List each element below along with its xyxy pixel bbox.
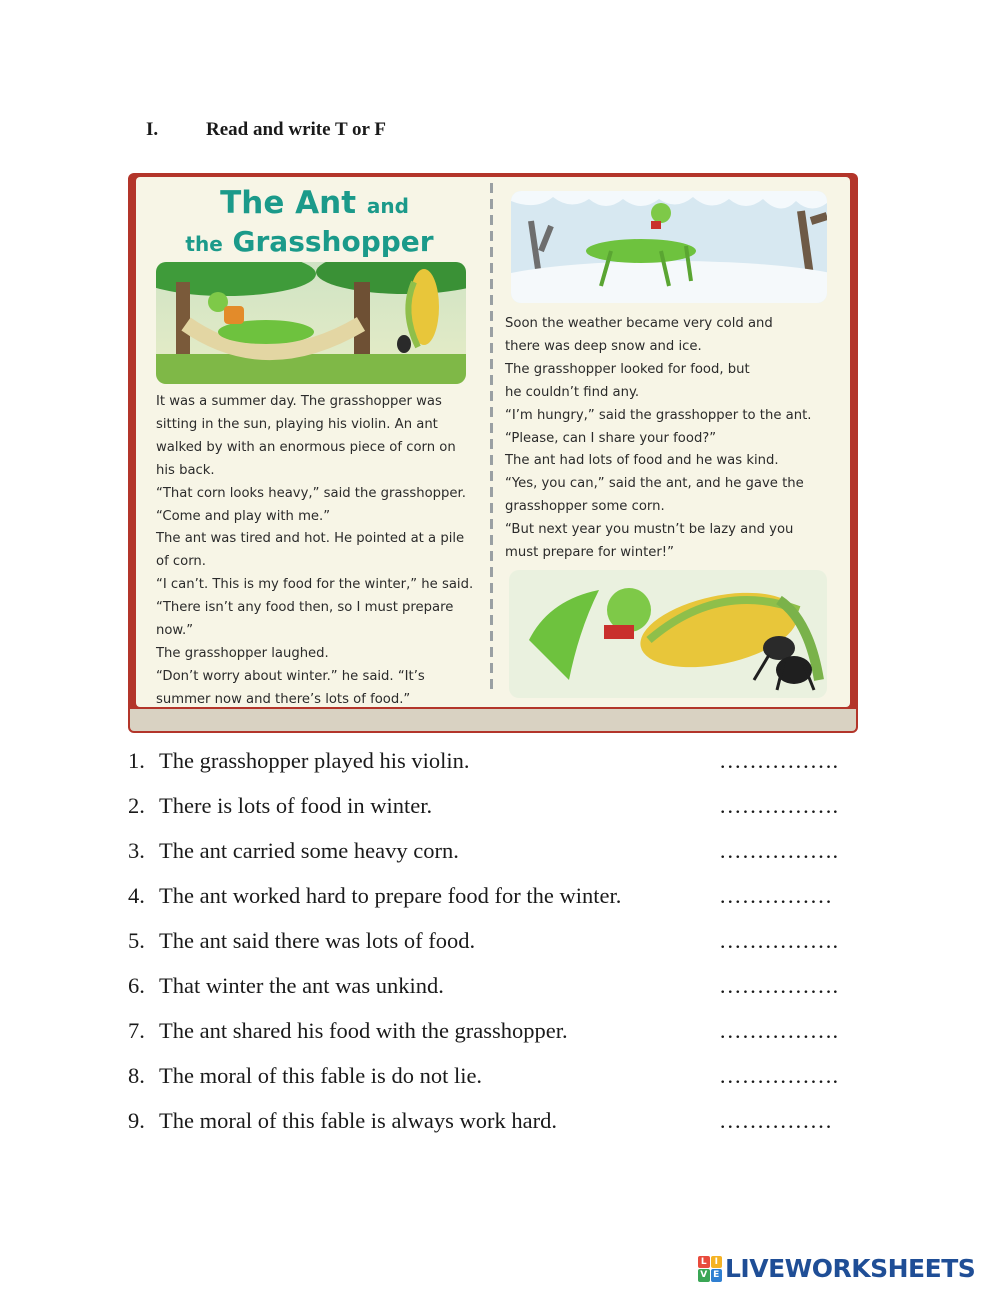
question-text: The ant worked hard to prepare food for the winter. <box>159 883 622 908</box>
book-left-page <box>136 177 493 707</box>
story-text-right: Soon the weather became very cold and there was deep snow and ice. The grasshopper looked for food, but he couldn’t find any. “I’m hungry,” said the grasshopper to the ant. “Please, can I share your food?” The ant had lots of food and he was kind. “Yes, you can,” said the ant, and he gave the grasshopper some corn. “But next year you mustn’t be lazy and you must prepare for winter!” <box>505 316 812 561</box>
question-item: 7. The ant shared his food with the grasshopper. <box>128 1018 568 1043</box>
book-spine <box>490 183 493 693</box>
answer-blank[interactable]: ……………. <box>719 838 839 863</box>
question-text: The ant carried some heavy corn. <box>159 838 459 863</box>
section-heading <box>146 119 386 141</box>
winter-illustration <box>511 191 827 303</box>
question-text: That winter the ant was unkind. <box>159 973 444 998</box>
question-text: The moral of this fable is always work hard. <box>159 1108 558 1133</box>
question-item: 9. The moral of this fable is always work hard. <box>128 1108 558 1133</box>
answer-blank[interactable]: ……………. <box>719 793 839 818</box>
question-item: 8. The moral of this fable is do not lie. <box>128 1063 483 1088</box>
question-item: 3. The ant carried some heavy corn. <box>128 838 459 863</box>
logo-text: LIVEWORKSHEETS <box>725 1254 976 1283</box>
section-instruction: Read and write T or F <box>206 119 386 140</box>
answer-blank[interactable]: ……………. <box>719 928 839 953</box>
question-item: 1. The grasshopper played his violin. <box>128 748 470 773</box>
answer-blank[interactable]: …………… <box>719 1108 833 1133</box>
liveworksheets-logo <box>698 1254 975 1283</box>
question-text: The grasshopper played his violin. <box>159 748 470 773</box>
question-item: 5. The ant said there was lots of food. <box>128 928 476 953</box>
story-text-left: It was a summer day. The grasshopper was sitting in the sun, playing his violin. An ant walked by with an enormous piece of corn on his back. “That corn looks heavy,” said the grasshopper. “Come and play with me.” The ant was tired and hot. He pointed at a pile of corn. “I can’t. This is my food for the winter,” he said. “There isn’t any food then, so I must prepare now.” The grasshopper laughed. “Don’t worry about winter.” he said. “It’s summer now and there’s lots of food.” <box>156 394 474 707</box>
summer-illustration <box>156 262 466 384</box>
answer-blank[interactable]: ……………. <box>719 1018 839 1043</box>
storybook-image <box>128 173 858 733</box>
story-title-line1: The Ant and <box>220 185 409 221</box>
answer-blank[interactable]: …………… <box>719 883 833 908</box>
book-right-page <box>493 177 850 707</box>
question-text: The moral of this fable is do not lie. <box>159 1063 483 1088</box>
question-item: 2. There is lots of food in winter. <box>128 793 433 818</box>
logo-mark-icon: L I V E <box>698 1256 722 1282</box>
question-item: 4. The ant worked hard to prepare food for the winter. <box>128 883 622 908</box>
answer-blank[interactable]: ……………. <box>719 973 839 998</box>
question-text: The ant said there was lots of food. <box>159 928 476 953</box>
question-item: 6. That winter the ant was unkind. <box>128 973 444 998</box>
story-title-line2: the Grasshopper <box>185 225 434 258</box>
question-text: The ant shared his food with the grasshopper. <box>159 1018 568 1043</box>
question-text: There is lots of food in winter. <box>159 793 433 818</box>
answer-blank[interactable]: ……………. <box>719 1063 839 1088</box>
answer-blank[interactable]: ……………. <box>719 748 839 773</box>
section-number: I. <box>146 119 159 140</box>
ant-corn-illustration <box>509 570 827 698</box>
